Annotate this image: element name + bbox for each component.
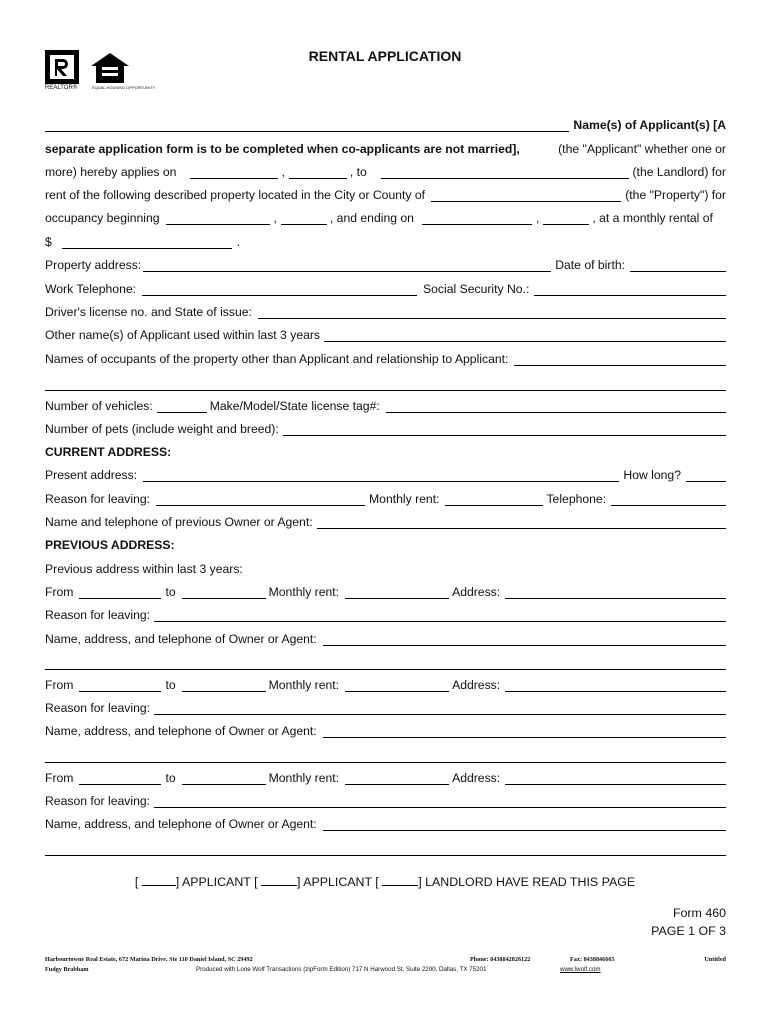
ending-year-line[interactable] [543,212,589,225]
pets-line[interactable] [283,423,726,436]
make-model-label: Make/Model/State license tag#: [209,399,380,413]
current-monthly-rent-label: Monthly rent: [369,492,440,506]
current-monthly-rent-line[interactable] [445,493,543,506]
previous-address-heading: PREVIOUS ADDRESS: [45,538,175,552]
prev-3-owner-row [45,815,726,831]
landlord-read-label: LANDLORD HAVE READ THIS PAGE [425,875,636,889]
prev-2-owner-label: Name, address, and telephone of Owner or Agent: [45,724,317,738]
drivers-license-label: Driver's license no. and State of issue: [45,305,252,319]
landlord-name-line[interactable] [381,166,629,179]
initials-row [0,874,770,889]
prev-1-reason-row [45,606,726,622]
prev-2-reason-label: Reason for leaving: [45,701,151,715]
period: . [236,235,241,249]
monthly-rental-label: , at a monthly rental of [592,211,713,225]
footer-website-link[interactable]: www.lwolf.com [560,966,601,973]
prev-1-from-label: From [45,585,74,599]
applicant-1-initials-line[interactable] [142,874,176,886]
applicant-1-label: APPLICANT [181,875,251,889]
applicant-2-initials-line[interactable] [261,874,297,886]
prev-2-to-line[interactable] [182,679,266,692]
footer-doc-name: Untitled [704,956,726,963]
footer-company: Harbourtowne Real Estate, 672 Marina Drive, Ste 110 Daniel Island, SC 29492 [45,956,253,963]
prev-2-monthly-rent-label: Monthly rent: [268,678,340,692]
date-of-birth-label: Date of birth: [555,258,625,272]
dollar-sign: $ [45,235,52,249]
applicant-2-label: APPLICANT [303,875,372,889]
footer-produced: Produced with Lone Wolf Transactions (zipForm Edition) 717 N Harwood St, Suite 2200, Dallas, TX 75201 [196,966,487,973]
how-long-label: How long? [623,468,681,482]
other-names-label: Other name(s) of Applicant used within last 3 years [45,328,321,342]
intro-line-2 [45,140,726,156]
city-county-label: rent of the following described property located in the City or County of [45,188,426,202]
current-reason-label: Reason for leaving: [45,492,151,506]
comma-2: , [273,211,277,225]
comma-1: , [281,165,285,179]
prev-3-from-row [45,769,726,785]
prev-2-reason-line[interactable] [154,702,726,715]
current-telephone-line[interactable] [611,493,726,506]
applies-on-year-line[interactable] [289,166,347,179]
ending-on-label: , and ending on [329,211,414,225]
city-county-line[interactable] [431,189,621,202]
applies-on-label: more) hereby applies on [45,165,177,179]
occupants-label: Names of occupants of the property other than Applicant and relationship to Applicant: [45,352,509,366]
previous-address-intro: Previous address within last 3 years: [45,562,243,576]
prev-3-from-line[interactable] [79,772,161,785]
property-address-label: Property address: [45,258,142,272]
prev-3-from-label: From [45,771,74,785]
property-label: (the "Property") for [625,188,726,202]
prev-3-owner-line-2[interactable] [45,855,726,856]
bracket-close-1: ] [175,875,180,889]
property-address-row [45,256,726,272]
prev-3-reason-line[interactable] [154,795,726,808]
prev-3-monthly-rent-line[interactable] [345,772,449,785]
form-number: Form 460 [672,906,726,920]
work-telephone-label: Work Telephone: [45,282,137,296]
footer-phone: Phone: 8438842826122 [470,956,531,963]
landlord-initials-line[interactable] [382,874,418,886]
applicant-names-line[interactable] [45,119,569,132]
occupants-row [45,350,726,366]
occupancy-begin-year-line[interactable] [281,212,327,225]
prev-2-from-label: From [45,678,74,692]
prev-owner-label: Name and telephone of previous Owner or Agent: [45,515,313,529]
prev-3-to-label: to [165,771,176,785]
present-address-row [45,466,726,482]
prev-1-owner-label: Name, address, and telephone of Owner or Agent: [45,632,317,646]
prev-2-monthly-rent-line[interactable] [345,679,449,692]
prev-1-owner-line[interactable] [323,633,726,646]
prev-1-address-label: Address: [452,585,501,599]
prev-owner-line[interactable] [317,516,726,529]
applicant-definition: (the "Applicant" whether one or [558,142,726,156]
vehicles-label: Number of vehicles: [45,399,153,413]
prev-1-owner-row [45,630,726,646]
applies-on-date-line[interactable] [190,166,278,179]
footer-fax: Fax: 8438846665 [570,956,615,963]
vehicles-row [45,397,726,413]
prev-3-owner-line[interactable] [323,818,726,831]
footer-agent: Fudgy Brabham [45,966,89,973]
prev-owner-row [45,513,726,529]
prev-3-address-label: Address: [452,771,501,785]
prev-2-owner-row [45,722,726,738]
prev-1-owner-line-2[interactable] [45,669,726,670]
pets-row [45,420,726,436]
prev-1-monthly-rent-line[interactable] [345,586,449,599]
page-title: RENTAL APPLICATION [308,48,462,64]
eho-caption: EQUAL HOUSING OPPORTUNITY [92,85,156,90]
prev-2-reason-row [45,699,726,715]
occupants-line-2[interactable] [45,390,726,391]
ssn-label: Social Security No.: [423,282,530,296]
prev-1-monthly-rent-label: Monthly rent: [268,585,340,599]
applicant-names-label: Name(s) of Applicant(s) [A [573,118,726,132]
realtor-caption: REALTOR® [45,85,78,91]
prev-3-address-line[interactable] [505,772,726,785]
prev-3-to-line[interactable] [182,772,266,785]
prev-2-from-line[interactable] [79,679,161,692]
prev-2-owner-line[interactable] [323,725,726,738]
prev-3-monthly-rent-label: Monthly rent: [268,771,340,785]
prev-1-reason-line[interactable] [154,609,726,622]
page-number: PAGE 1 OF 3 [651,924,726,938]
intro-line-6 [45,233,726,249]
prev-1-to-label: to [165,585,176,599]
prev-2-to-label: to [165,678,176,692]
work-telephone-row [45,280,726,296]
work-telephone-line[interactable] [142,283,417,296]
occupancy-beginning-label: occupancy beginning [45,211,160,225]
prev-2-from-row [45,676,726,692]
bracket-open-1: [ [134,875,139,889]
prev-3-owner-label: Name, address, and telephone of Owner or Agent: [45,817,317,831]
prev-1-reason-label: Reason for leaving: [45,608,151,622]
present-address-line[interactable] [143,469,619,482]
ssn-line[interactable] [534,283,726,296]
other-names-row [45,326,726,342]
occupants-line[interactable] [514,353,726,366]
comma-3: , [535,211,540,225]
drivers-license-row [45,303,726,319]
current-telephone-label: Telephone: [546,492,607,506]
prev-1-to-line[interactable] [182,586,266,599]
present-address-label: Present address: [45,468,138,482]
date-of-birth-line[interactable] [630,259,726,272]
intro-line-3 [45,163,726,179]
current-address-heading: CURRENT ADDRESS: [45,445,172,459]
how-long-line[interactable] [686,469,726,482]
other-names-line[interactable] [324,329,726,342]
current-reason-line[interactable] [156,493,365,506]
to-label: , to [349,165,367,179]
prev-2-address-label: Address: [452,678,501,692]
property-address-line[interactable] [143,259,551,272]
intro-line-4 [45,186,726,202]
prev-3-reason-label: Reason for leaving: [45,794,151,808]
vehicles-line[interactable] [157,400,207,413]
applicant-names-row [45,116,726,132]
intro-line-5 [45,209,726,225]
prev-1-from-line[interactable] [79,586,161,599]
current-reason-row [45,490,726,506]
pets-label: Number of pets (include weight and breed): [45,422,279,436]
drivers-license-line[interactable] [258,306,726,319]
prev-2-address-line[interactable] [505,679,726,692]
prev-1-address-line[interactable] [505,586,726,599]
bracket-close-2: ] [296,875,301,889]
ending-date-line[interactable] [422,212,532,225]
prev-3-reason-row [45,792,726,808]
bracket-open-3: [ [375,875,379,889]
monthly-rental-line[interactable] [62,236,232,249]
landlord-label: (the Landlord) for [632,165,726,179]
make-model-line[interactable] [386,400,726,413]
separate-form-note: separate application form is to be completed when co-applicants are not married], [45,142,520,156]
prev-2-owner-line-2[interactable] [45,762,726,763]
bracket-open-2: [ [254,875,258,889]
bracket-close-3: ] [418,875,422,889]
prev-1-from-row [45,583,726,599]
occupancy-begin-date-line[interactable] [166,212,270,225]
